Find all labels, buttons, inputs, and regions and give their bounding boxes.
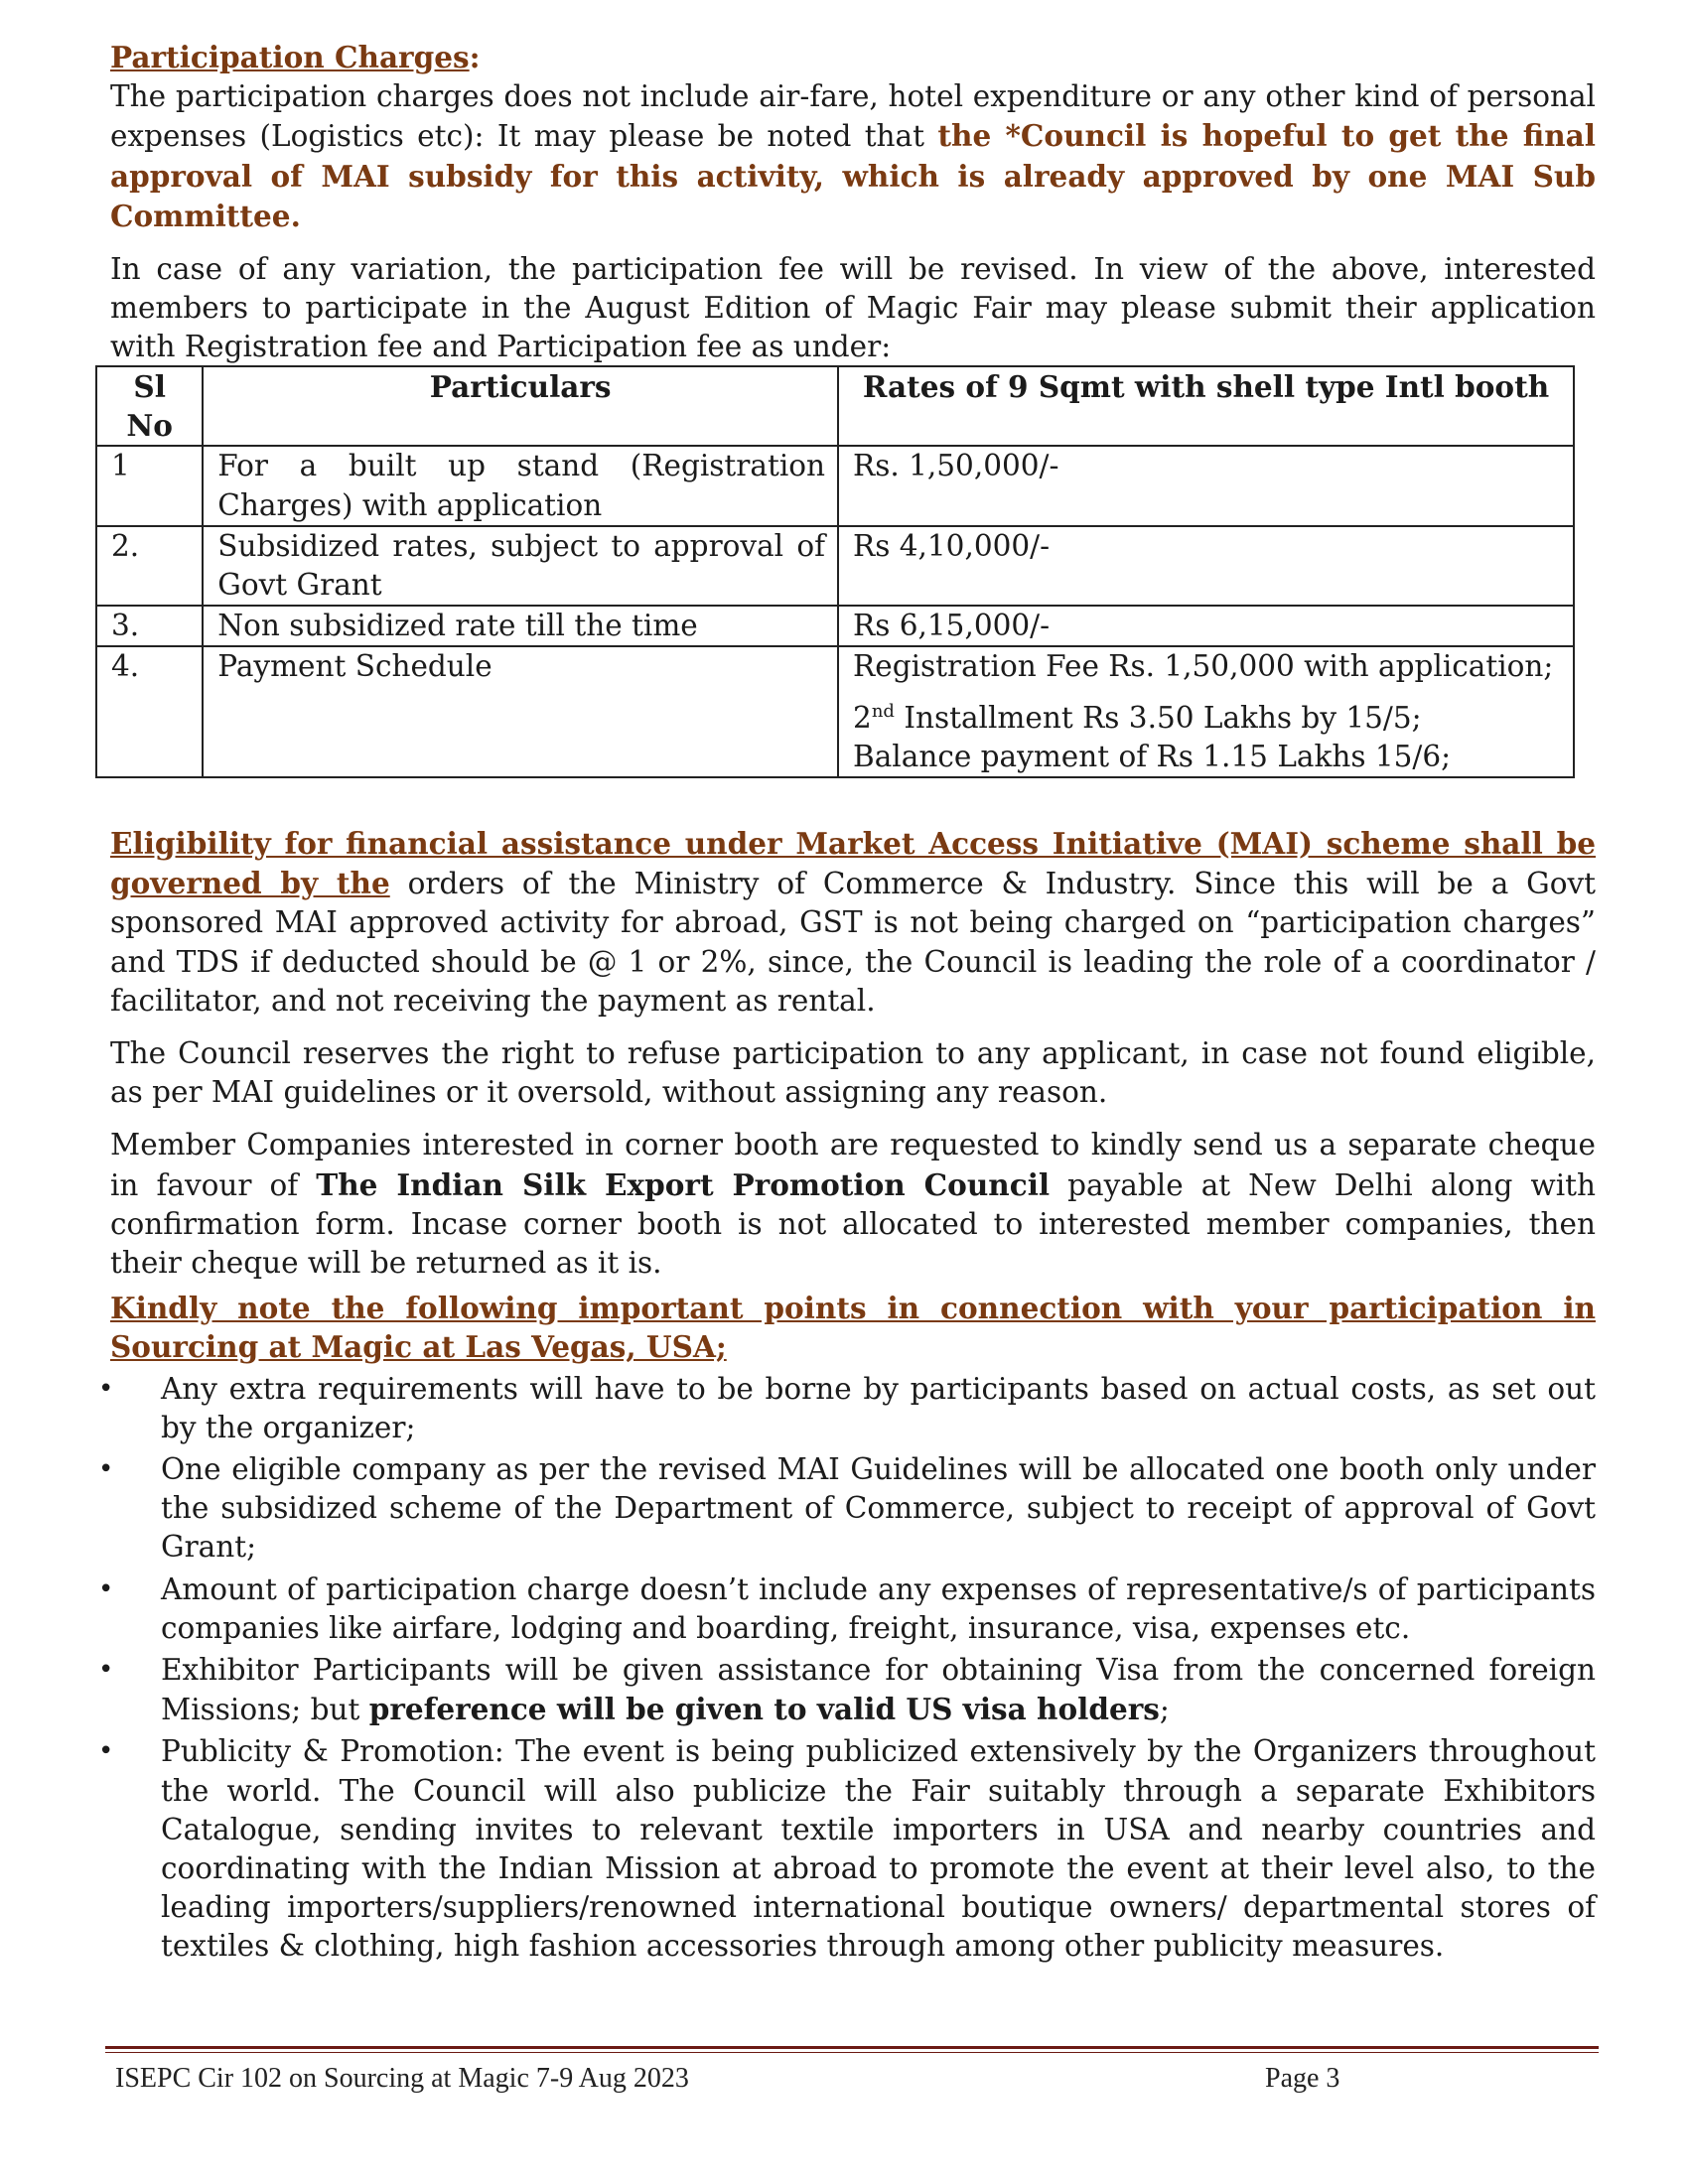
- rates-table: [95, 365, 1575, 778]
- footer-rule-thin: [105, 2052, 1599, 2053]
- list-item-end: ;: [1159, 1693, 1170, 1727]
- variation-paragraph: In case of any variation, the participation fee will be revised. In view of the above, interested members to participate in the August Edition of Magic Fair may please submit their application with Registration fee and Participation fee as under:: [110, 252, 1596, 364]
- row-rate: Rs 6,15,000/-: [838, 606, 1574, 646]
- visa-preference-text: preference will be given to valid US visa holders: [368, 1692, 1160, 1727]
- notes-list: [98, 1370, 1596, 1967]
- header-sl-no: Sl No: [96, 366, 203, 446]
- table-row: [96, 646, 1574, 776]
- row-particulars: For a built up stand (Registration Charges) with application: [203, 446, 838, 525]
- list-item: [98, 1570, 1596, 1648]
- page-number: Page 3: [1265, 2063, 1340, 2094]
- council-name: The Indian Silk Export Promotion Council: [316, 1166, 1051, 1202]
- schedule-line-2-pre: 2: [853, 700, 872, 735]
- bullet-icon: •: [98, 1736, 114, 1767]
- bullet-icon: •: [98, 1454, 114, 1485]
- row-sl: 1: [96, 446, 203, 525]
- row-particulars: Non subsidized rate till the time: [203, 606, 838, 646]
- notes-heading: Kindly note the following important points in connection with your participation in Sourcing at Magic at Las Vegas, USA;: [110, 1291, 1596, 1365]
- list-item-text: Any extra requirements will have to be borne by participants based on actual costs, as set out by the organizer;: [161, 1371, 1596, 1444]
- row-particulars: Payment Schedule: [203, 646, 838, 776]
- corner-post: payable at New Delhi along with confirmation form. Incase corner booth is not allocated to interested member companies, then their cheque will be returned as it is.: [110, 1167, 1597, 1281]
- row-rate: Rs. 1,50,000/-: [838, 446, 1574, 525]
- participation-heading-colon: :: [469, 40, 481, 74]
- row-sl: 4.: [96, 646, 203, 776]
- footer-circular-title: ISEPC Cir 102 on Sourcing at Magic 7-9 Aug 2023: [115, 2063, 689, 2094]
- schedule-line-2-sup: nd: [871, 700, 895, 722]
- schedule-line-2-post: Installment Rs 3.50 Lakhs by 15/5;: [894, 700, 1422, 735]
- list-item-text: Amount of participation charge doesn’t include any expenses of representative/s of participants companies like airfare, lodging and boarding, freight, insurance, visa, expenses etc.: [161, 1571, 1596, 1645]
- bullet-icon: •: [98, 1573, 114, 1604]
- list-item: [98, 1370, 1596, 1447]
- row-particulars: Subsidized rates, subject to approval of Govt Grant: [203, 526, 838, 606]
- footer-rule-thick: [105, 2046, 1599, 2049]
- participation-paragraph: [110, 77, 1596, 236]
- header-rates: Rates of 9 Sqmt with shell type Intl booth: [838, 366, 1574, 446]
- participation-section: [110, 38, 1596, 367]
- list-item-text: Exhibitor Participants will be given assistance for obtaining Visa from the concerned foreign Missions; but: [161, 1653, 1596, 1727]
- table-header-row: [96, 366, 1574, 446]
- corner-pre: Member Companies interested in corner booth are requested to kindly send us a separate cheque in favour of: [110, 1128, 1596, 1202]
- header-particulars: Particulars: [203, 366, 838, 446]
- participation-bold-text: the *Council is hopeful to get the final approval of MAI subsidy for this activity, which is already approved by one MAI Sub Committee.: [110, 118, 1596, 233]
- bullet-icon: •: [98, 1655, 114, 1686]
- list-item: [98, 1732, 1596, 1966]
- participation-heading: [110, 38, 1596, 77]
- payment-schedule-cell: [838, 646, 1574, 776]
- table-row: [96, 526, 1574, 606]
- eligibility-heading: Eligibility for financial assistance under Market Access Initiative (MAI) scheme shall be governed by the: [110, 826, 1596, 901]
- row-rate: Rs 4,10,000/-: [838, 526, 1574, 606]
- participation-text: The participation charges does not include air-fare, hotel expenditure or any other kind of personal expenses (Logistics etc): It may please be noted that: [110, 79, 1596, 154]
- bullet-icon: •: [98, 1373, 114, 1404]
- row-sl: 3.: [96, 606, 203, 646]
- list-item-text: Publicity & Promotion: The event is being publicized extensively by the Organizers throughout the world. The Council will also publicize the Fair suitably through a separate Exhibitors Catalogue, sending invites to relevant textile importers in USA and nearby countries and coordinating with the Indian Mission at abroad to promote the event at their level also, to the leading importers/suppliers/renowned international boutique owners/ departmental stores of textiles & clothing, high fashion accessories through among other publicity measures.: [161, 1734, 1596, 1964]
- eligibility-section: [98, 824, 1597, 1967]
- schedule-line-1: Registration Fee Rs. 1,50,000 with application;: [853, 649, 1554, 684]
- schedule-line-3: Balance payment of Rs 1.15 Lakhs 15/6;: [853, 739, 1452, 773]
- reserve-paragraph: The Council reserves the right to refuse participation to any applicant, in case not found eligible, as per MAI guidelines or it oversold, without assigning any reason.: [110, 1036, 1596, 1110]
- eligibility-text: orders of the Ministry of Commerce & Industry. Since this will be a Govt sponsored MAI approved activity for abroad, GST is not being charged on “participation charges” and TDS if deducted should be @ 1 or 2%, since, the Council is leading the role of a coordinator / facilitator, and not receiving the payment as rental.: [110, 867, 1596, 1018]
- footer: [115, 2063, 1346, 2095]
- list-item-text: One eligible company as per the revised MAI Guidelines will be allocated one booth only under the subsidized scheme of the Department of Commerce, subject to receipt of approval of Govt Grant;: [161, 1452, 1596, 1565]
- table-row: [96, 446, 1574, 525]
- list-item: [98, 1450, 1596, 1568]
- participation-heading-text: Participation Charges: [110, 40, 470, 74]
- list-item: [98, 1651, 1596, 1729]
- corner-booth-paragraph: [110, 1126, 1596, 1283]
- schedule-line-2: [853, 692, 1561, 738]
- table-row: [96, 606, 1574, 646]
- eligibility-paragraph: [110, 824, 1596, 1021]
- row-sl: 2.: [96, 526, 203, 606]
